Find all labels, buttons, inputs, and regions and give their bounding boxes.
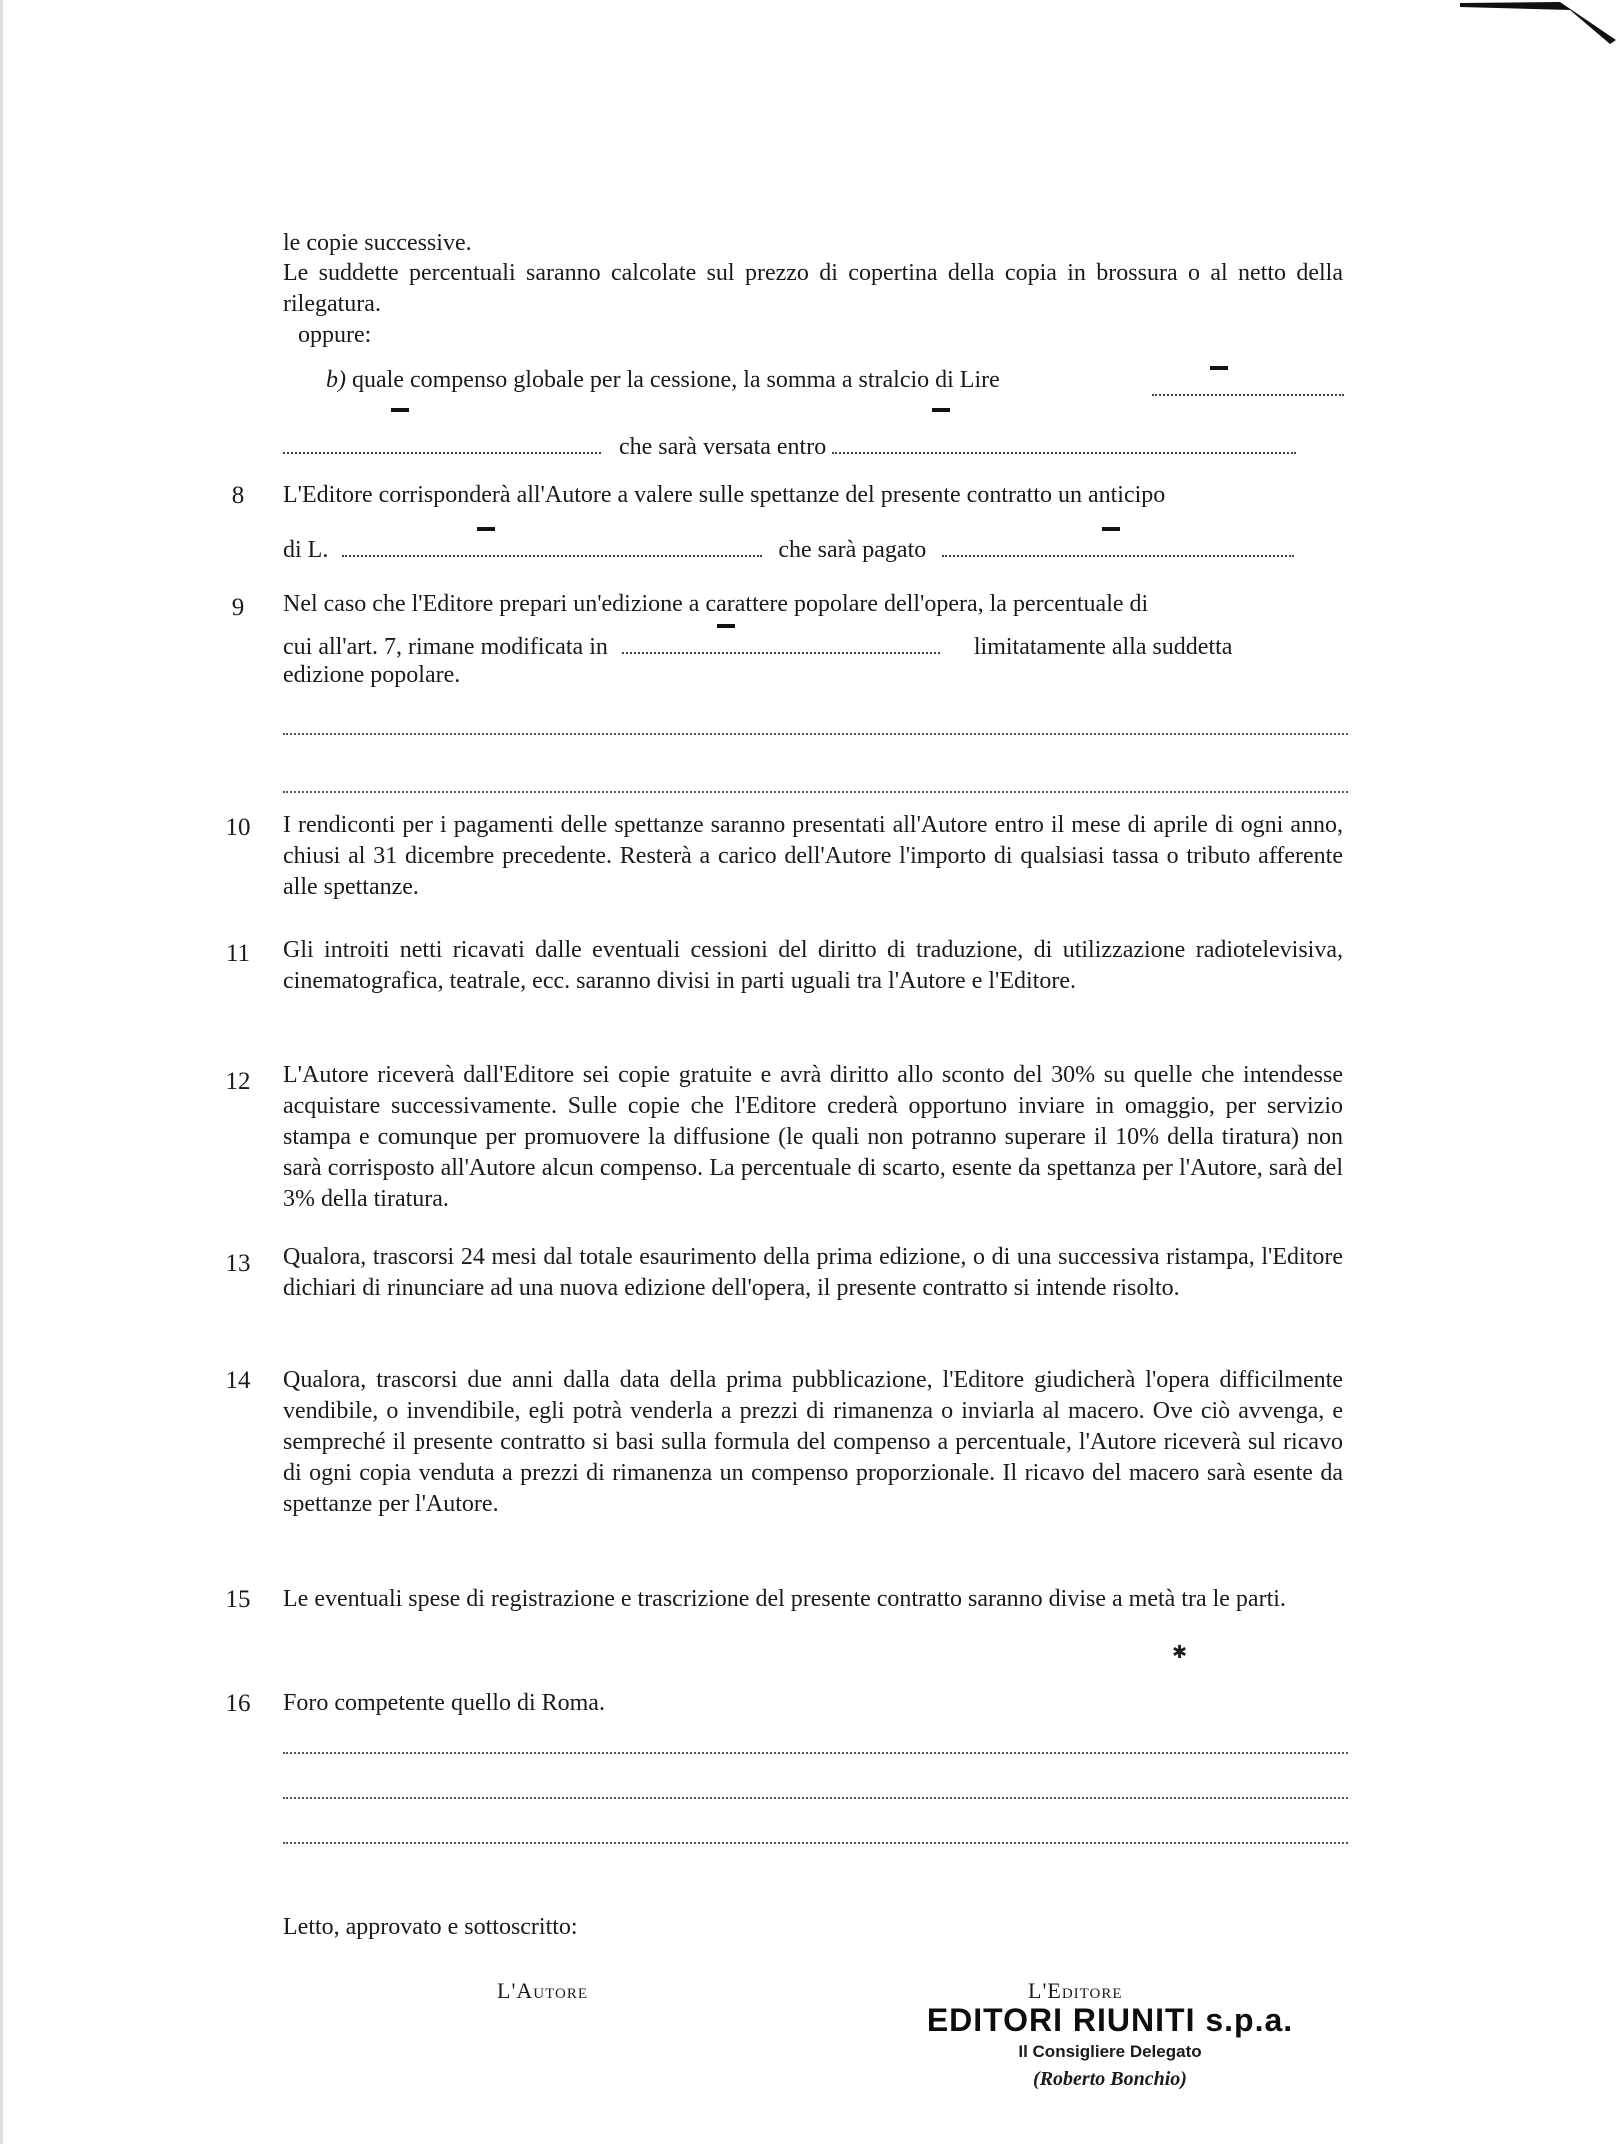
- lump-sum-field[interactable]: [1152, 372, 1344, 396]
- clause-11-text: Gli introiti netti ricavati dalle eventuali cessioni del diritto di traduzione, di utilizzazione radiotelevisiva, cinematografica, teatrale, ecc. saranno divisi in parti uguali tra l'Autore e l'Editore.: [283, 937, 1343, 994]
- approval-statement: Letto, approvato e sottoscritto:: [283, 1914, 578, 1940]
- clause-8-text-a: L'Editore corrisponderà all'Autore a valere sulle spettanze del presente contratto un anticipo: [283, 482, 1166, 508]
- clause-12-text: L'Autore riceverà dall'Editore sei copie gratuite e avrà diritto allo sconto del 30% su quelle che intendesse acquistare successivamente. Sulle copie che l'Editore crederà opportuno inviare in omaggio, per servizio stampa e comunque per promuovere la diffusione (le quali non potranno superare il 10% della tiratura) non sarà corrisposto all'Autore alcun compenso. La percentuale di scarto, esente da spettanza per l'Autore, sarà del 3% della tiratura.: [283, 1062, 1343, 1212]
- blank-line-5[interactable]: [283, 1842, 1348, 1844]
- stamp-role: Il Consigliere Delegato: [1018, 2042, 1202, 2061]
- clause-13-number: 13: [225, 1250, 251, 1277]
- option-b-line: [326, 365, 1000, 396]
- clause-9-text-d: edizione popolare.: [283, 662, 461, 688]
- clause-11-number: 11: [225, 940, 251, 967]
- clause-15-text: Le eventuali spese di registrazione e trascrizione del presente contratto saranno divise a metà tra le parti.: [283, 1586, 1286, 1612]
- clause-10-text: I rendiconti per i pagamenti delle spettanze saranno presentati all'Autore entro il mese di aprile di ogni anno, chiusi al 31 dicembre precedente. Resterà a carico dell'Autore l'importo di qualsiasi tassa o tributo afferente alle spettanze.: [283, 812, 1343, 900]
- scan-corner-artifact: [1460, 0, 1616, 45]
- clause-9-line-2: [283, 630, 1232, 663]
- clause-10-number: 10: [225, 814, 251, 841]
- clause-9-text-c: limitatamente alla suddetta: [973, 634, 1233, 660]
- clause-16-text: Foro competente quello di Roma.: [283, 1690, 605, 1716]
- clause-9-text-b: cui all'art. 7, rimane modificata in: [283, 634, 608, 660]
- blank-line-4[interactable]: [283, 1797, 1348, 1799]
- intro-oppure: oppure:: [298, 322, 372, 348]
- ink-mark: ✱: [1172, 1642, 1188, 1662]
- clause-8-text-b: di L.: [283, 537, 329, 563]
- clause-16-number: 16: [225, 1690, 251, 1717]
- clause-14-text: Qualora, trascorsi due anni dalla data della prima pubblicazione, l'Editore giudicherà l'opera difficilmente vendibile, o invendibile, egli potrà venderla a prezzi di rimanenza o inviarla al macero. Ove ciò avvenga, e sempreché il presente contratto si basi sulla formula del compenso a percentuale, l'Autore riceverà sul ricavo di ogni copia venduta a prezzi di rimanenza un compenso proporzionale. Il ricavo del macero sarà esente da spettanze per l'Autore.: [283, 1367, 1343, 1517]
- scan-edge: [0, 0, 3, 2144]
- blank-line-2[interactable]: [283, 791, 1348, 793]
- lump-sum-amount-field[interactable]: [283, 430, 601, 454]
- clause-13-text: Qualora, trascorsi 24 mesi dal totale esaurimento della prima edizione, o di una successiva ristampa, l'Editore dichiari di rinunciare ad una nuova edizione dell'opera, il presente contratto si intende risolto.: [283, 1244, 1343, 1301]
- publisher-stamp: [920, 2001, 1300, 2093]
- stamp-company: EDITORI RIUNITI s.p.a.: [926, 2002, 1294, 2038]
- clause-8-line-2: [283, 533, 1294, 566]
- advance-amount-field[interactable]: [342, 533, 762, 557]
- clause-9-text-a: Nel caso che l'Editore prepari un'edizione a carattere popolare dell'opera, la percentuale di: [283, 591, 1149, 617]
- clause-9-number: 9: [231, 594, 245, 621]
- intro-line-2: Le suddette percentuali saranno calcolate sul prezzo di copertina della copia in brossura o al netto della rilegatura.: [283, 260, 1343, 317]
- blank-line-3[interactable]: [283, 1752, 1348, 1754]
- author-signature-label: L'Autore: [497, 1978, 589, 2003]
- popular-edition-percentage-field[interactable]: [622, 630, 940, 654]
- clause-8-text-c: che sarà pagato: [778, 537, 927, 563]
- clause-14-number: 14: [225, 1367, 251, 1394]
- clause-15-number: 15: [225, 1586, 251, 1613]
- intro-line-1: le copie successive.: [283, 230, 472, 256]
- option-b-text-2: che sarà versata entro: [619, 434, 827, 460]
- clause-12-number: 12: [225, 1068, 251, 1095]
- payment-deadline-field[interactable]: [832, 430, 1296, 454]
- clause-8-number: 8: [231, 482, 245, 509]
- option-b-label: b): [326, 367, 346, 393]
- blank-line-1[interactable]: [283, 733, 1348, 735]
- stamp-name: (Roberto Bonchio): [1033, 2068, 1187, 2090]
- option-b-line-2: [283, 430, 1296, 463]
- option-b-text: quale compenso globale per la cessione, la somma a stralcio di Lire: [352, 367, 1000, 393]
- advance-payment-field[interactable]: [942, 533, 1294, 557]
- publisher-signature-label: L'Editore: [1028, 1978, 1123, 2003]
